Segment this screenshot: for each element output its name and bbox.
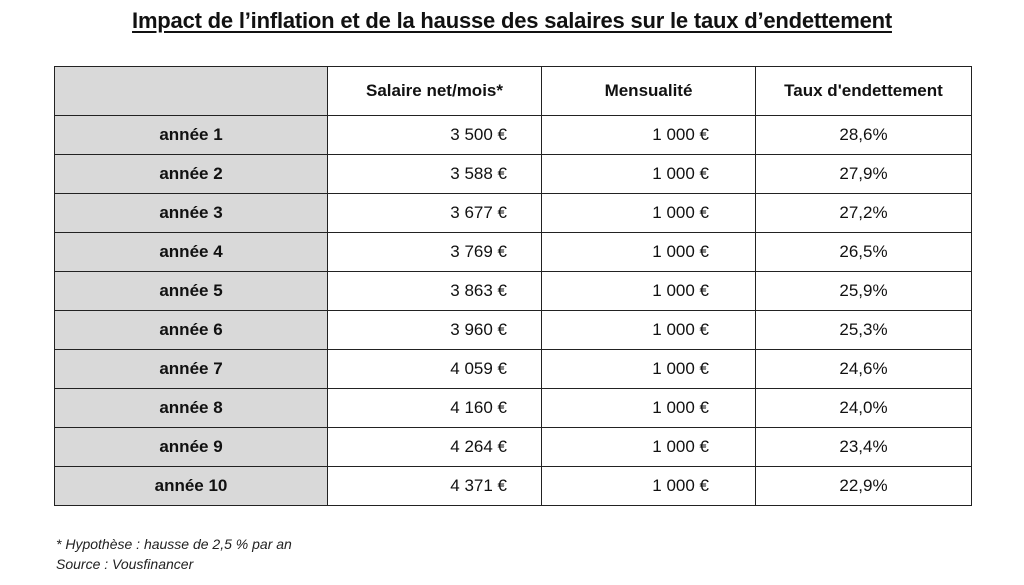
payment-cell: 1 000 € — [542, 194, 756, 233]
table-row — [55, 194, 972, 233]
salary-cell: 3 677 € — [328, 194, 542, 233]
year-cell: année 3 — [55, 194, 328, 233]
table-row — [55, 155, 972, 194]
year-cell: année 10 — [55, 467, 328, 506]
year-cell: année 7 — [55, 350, 328, 389]
table-row — [55, 467, 972, 506]
salary-cell: 3 960 € — [328, 311, 542, 350]
header-payment: Mensualité — [542, 67, 756, 116]
year-cell: année 4 — [55, 233, 328, 272]
header-rate: Taux d'endettement — [756, 67, 972, 116]
header-salary: Salaire net/mois* — [328, 67, 542, 116]
salary-cell: 3 500 € — [328, 116, 542, 155]
table-row — [55, 311, 972, 350]
rate-cell: 28,6% — [756, 116, 972, 155]
year-cell: année 2 — [55, 155, 328, 194]
salary-cell: 4 059 € — [328, 350, 542, 389]
table-row — [55, 350, 972, 389]
footnotes — [56, 534, 292, 574]
salary-cell: 3 769 € — [328, 233, 542, 272]
payment-cell: 1 000 € — [542, 272, 756, 311]
payment-cell: 1 000 € — [542, 233, 756, 272]
salary-cell: 4 264 € — [328, 428, 542, 467]
year-cell: année 5 — [55, 272, 328, 311]
rate-cell: 24,0% — [756, 389, 972, 428]
payment-cell: 1 000 € — [542, 155, 756, 194]
table-header-row — [55, 67, 972, 116]
year-cell: année 6 — [55, 311, 328, 350]
payment-cell: 1 000 € — [542, 467, 756, 506]
table-row — [55, 233, 972, 272]
page-title: Impact de l’inflation et de la hausse des salaires sur le taux d’endettement — [132, 8, 892, 33]
rate-cell: 22,9% — [756, 467, 972, 506]
rate-cell: 27,2% — [756, 194, 972, 233]
payment-cell: 1 000 € — [542, 311, 756, 350]
source-note: Source : Vousfinancer — [56, 556, 194, 572]
payment-cell: 1 000 € — [542, 350, 756, 389]
rate-cell: 24,6% — [756, 350, 972, 389]
table-row — [55, 428, 972, 467]
salary-cell: 4 160 € — [328, 389, 542, 428]
year-cell: année 9 — [55, 428, 328, 467]
table-row — [55, 389, 972, 428]
debt-ratio-table — [54, 66, 972, 506]
year-cell: année 8 — [55, 389, 328, 428]
year-cell: année 1 — [55, 116, 328, 155]
rate-cell: 23,4% — [756, 428, 972, 467]
rate-cell: 25,9% — [756, 272, 972, 311]
payment-cell: 1 000 € — [542, 389, 756, 428]
payment-cell: 1 000 € — [542, 428, 756, 467]
salary-cell: 3 863 € — [328, 272, 542, 311]
table-row — [55, 272, 972, 311]
rate-cell: 26,5% — [756, 233, 972, 272]
rate-cell: 27,9% — [756, 155, 972, 194]
salary-cell: 3 588 € — [328, 155, 542, 194]
table-row — [55, 116, 972, 155]
salary-cell: 4 371 € — [328, 467, 542, 506]
rate-cell: 25,3% — [756, 311, 972, 350]
hypothesis-note: * Hypothèse : hausse de 2,5 % par an — [56, 536, 292, 552]
payment-cell: 1 000 € — [542, 116, 756, 155]
header-corner-cell — [55, 67, 328, 116]
